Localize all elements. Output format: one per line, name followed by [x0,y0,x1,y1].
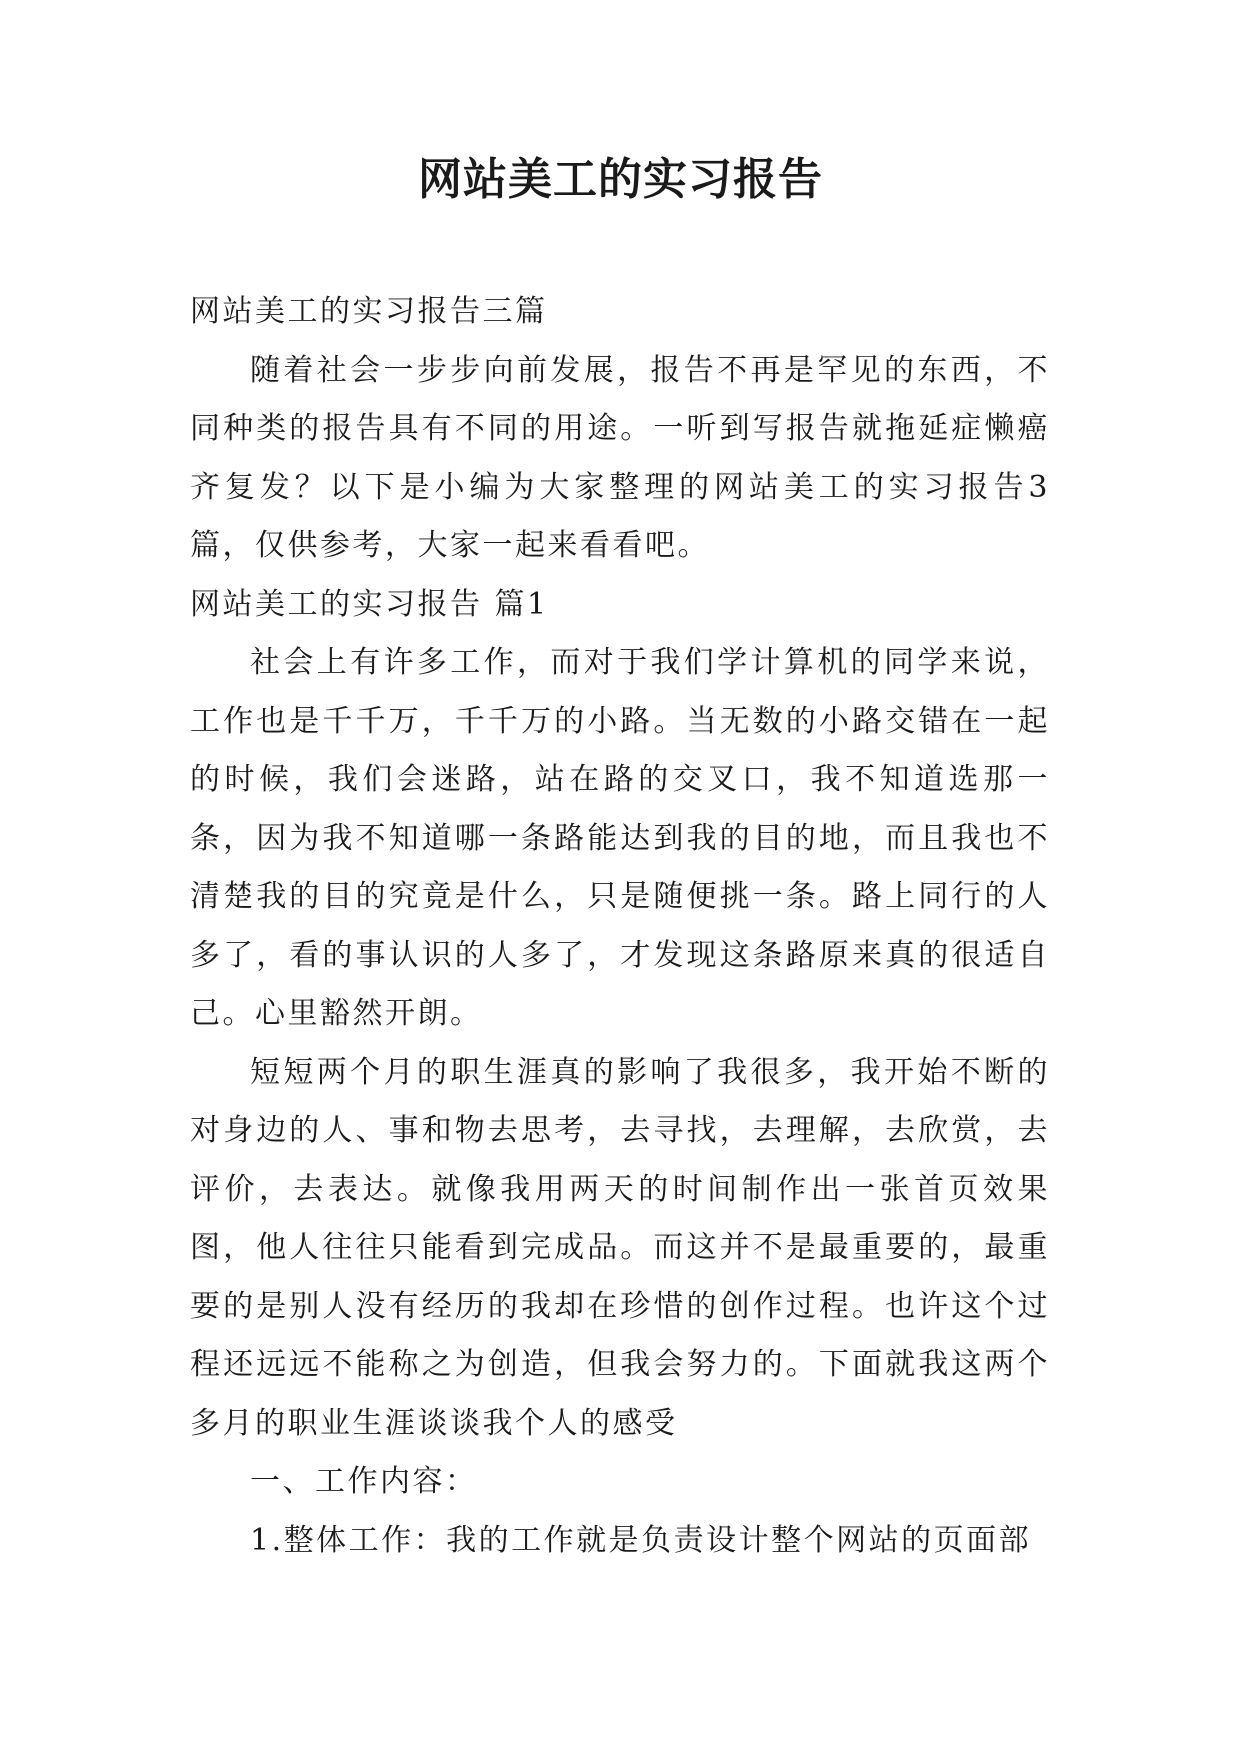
document-subtitle: 网站美工的实习报告三篇 [190,294,548,329]
document-body [190,283,1050,1570]
section-heading: 网站美工的实习报告 篇1 [190,586,549,622]
body-paragraph-1: 社会上有许多工作，而对于我们学计算机的同学来说，工作也是千千万，千千万的小路。当无数的小路交错在一起的时候，我们会迷路，站在路的交叉口，我不知道选那一条，因为我不知道哪一条路能达到我的目的地，而且我也不清楚我的目的究竟是什么，只是随便挑一条。路上同行的人多了，看的事认识的人多了，才发现这条路原来真的很适自己。心里豁然开朗。 [190,645,1050,1031]
list-heading: 一、工作内容： [250,1464,478,1499]
list-item-1: 1.整体工作：我的工作就是负责设计整个网站的页面部 [250,1522,1032,1558]
document-title: 网站美工的实习报告 [418,154,823,205]
body-paragraph-2: 短短两个月的职生涯真的影响了我很多，我开始不断的对身边的人、事和物去思考，去寻找，去理解，去欣赏，去评价，去表达。就像我用两天的时间制作出一张首页效果图，他人往往只能看到完成品。而这并不是最重要的，最重要的是别人没有经历的我却在珍惜的创作过程。也许这个过程还远远不能称之为创造，但我会努力的。下面就我这两个多月的职业生涯谈谈我个人的感受 [190,1054,1050,1441]
intro-paragraph: 随着社会一步步向前发展，报告不再是罕见的东西，不同种类的报告具有不同的用途。一听到写报告就拖延症懒癌齐复发？以下是小编为大家整理的网站美工的实习报告3篇，仅供参考，大家一起来看看吧。 [190,352,1050,563]
